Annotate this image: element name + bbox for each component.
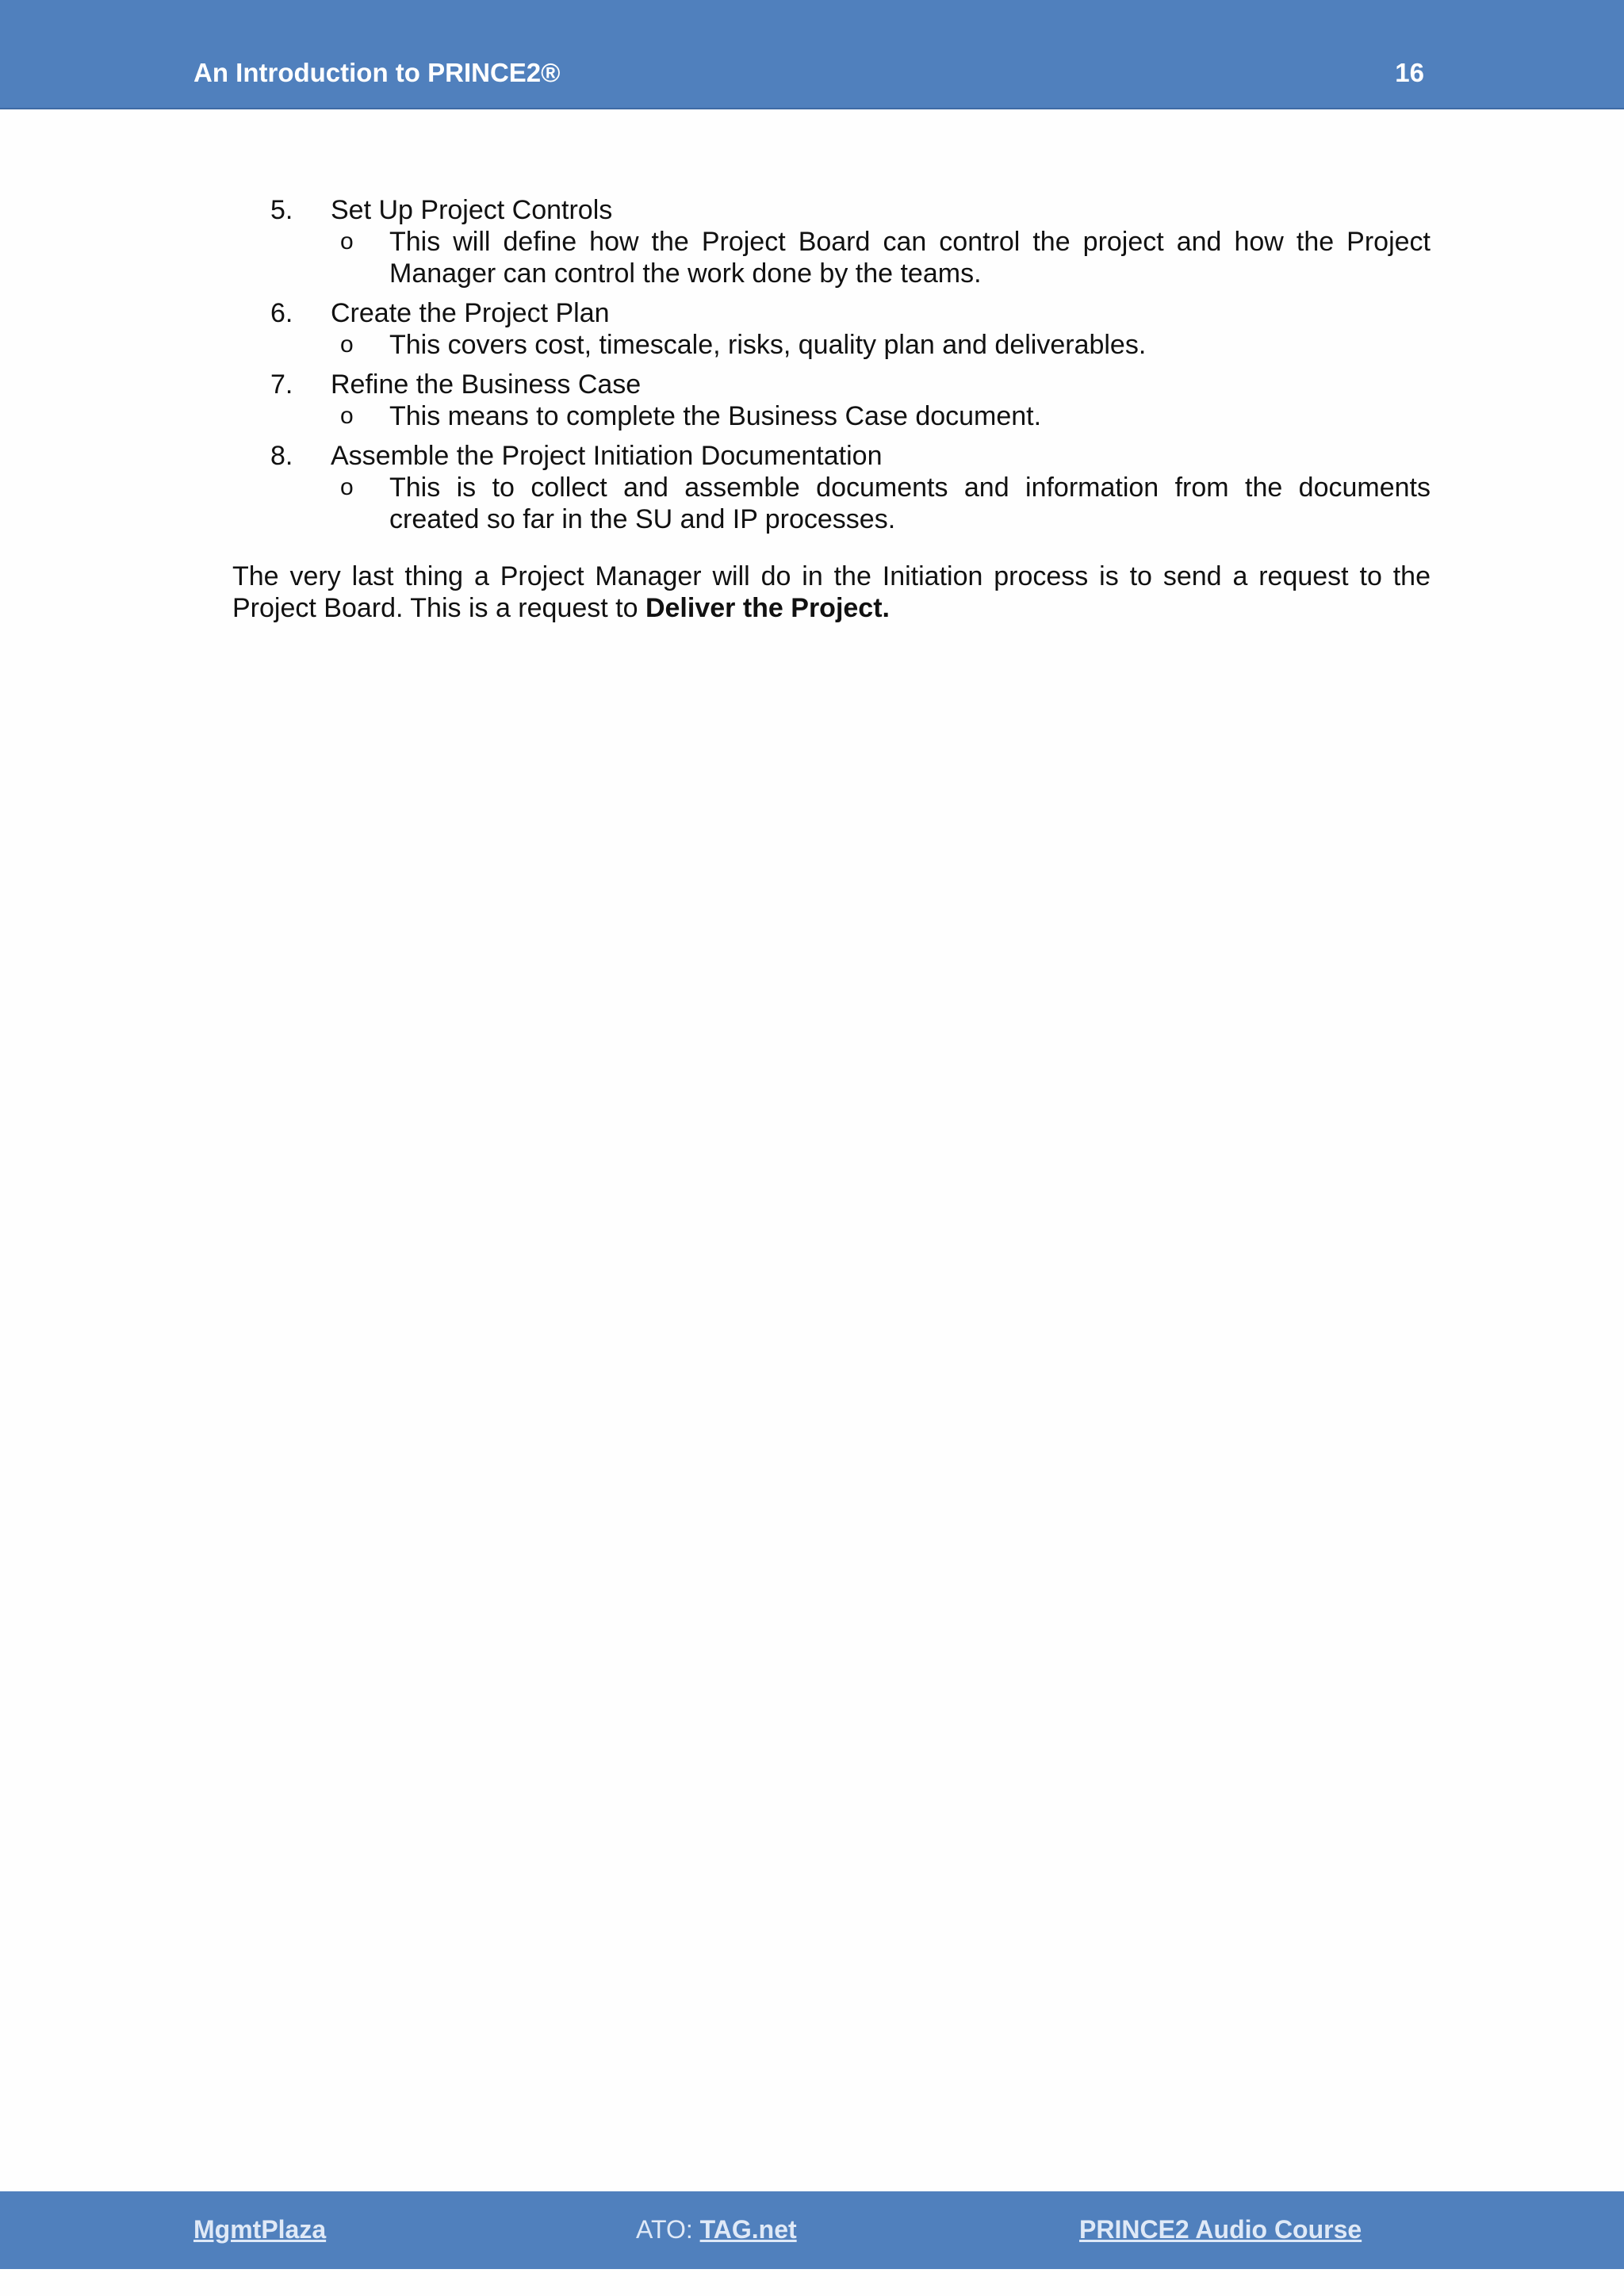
list-item-number: 5. [270, 195, 293, 225]
list-item-number: 6. [270, 298, 293, 328]
list-item-number: 7. [270, 369, 293, 400]
circle-bullet-icon: o [340, 474, 354, 500]
closing-bold-text: Deliver the Project. [645, 593, 890, 623]
prince2-audio-course-link[interactable]: PRINCE2 Audio Course [1079, 2215, 1362, 2244]
sub-list-item [232, 226, 1431, 289]
list-item-title: Set Up Project Controls [331, 195, 613, 225]
closing-paragraph [232, 561, 1431, 624]
sub-list-item [232, 329, 1431, 361]
sub-list-item-text: This is to collect and assemble documents and information from the documents created so far in the SU and IP processes. [389, 473, 1431, 534]
page-footer [0, 2191, 1624, 2269]
sub-list-item-text: This covers cost, timescale, risks, quality plan and deliverables. [389, 330, 1147, 360]
list-item-title: Assemble the Project Initiation Documentation [331, 441, 883, 471]
page-content [232, 194, 1431, 651]
sub-list-item-text: This means to complete the Business Case document. [389, 401, 1042, 431]
page-number: 16 [1395, 58, 1424, 87]
tag-net-link[interactable]: TAG.net [699, 2215, 797, 2244]
list-item-title: Create the Project Plan [331, 298, 610, 328]
list-item [232, 440, 1431, 472]
list-item-title: Refine the Business Case [331, 369, 642, 400]
sub-list-item [232, 472, 1431, 535]
closing-text: The very last thing a Project Manager will do in the Initiation process is to send a request to the Project Board. This is a request to [232, 561, 1431, 623]
sub-list-item-text: This will define how the Project Board can control the project and how the Project Manager can control the work done by the teams. [389, 227, 1431, 289]
ato-label: ATO: [636, 2215, 700, 2244]
circle-bullet-icon: o [340, 228, 354, 254]
page-header [0, 0, 1624, 109]
circle-bullet-icon: o [340, 403, 354, 429]
list-item [232, 369, 1431, 400]
document-title: An Introduction to PRINCE2® [193, 58, 561, 87]
list-item [232, 297, 1431, 329]
circle-bullet-icon: o [340, 331, 354, 358]
mgmtplaza-link[interactable]: MgmtPlaza [193, 2215, 327, 2244]
list-item [232, 194, 1431, 226]
list-item-number: 8. [270, 441, 293, 471]
ato-credit [636, 2214, 797, 2245]
sub-list-item [232, 400, 1431, 432]
